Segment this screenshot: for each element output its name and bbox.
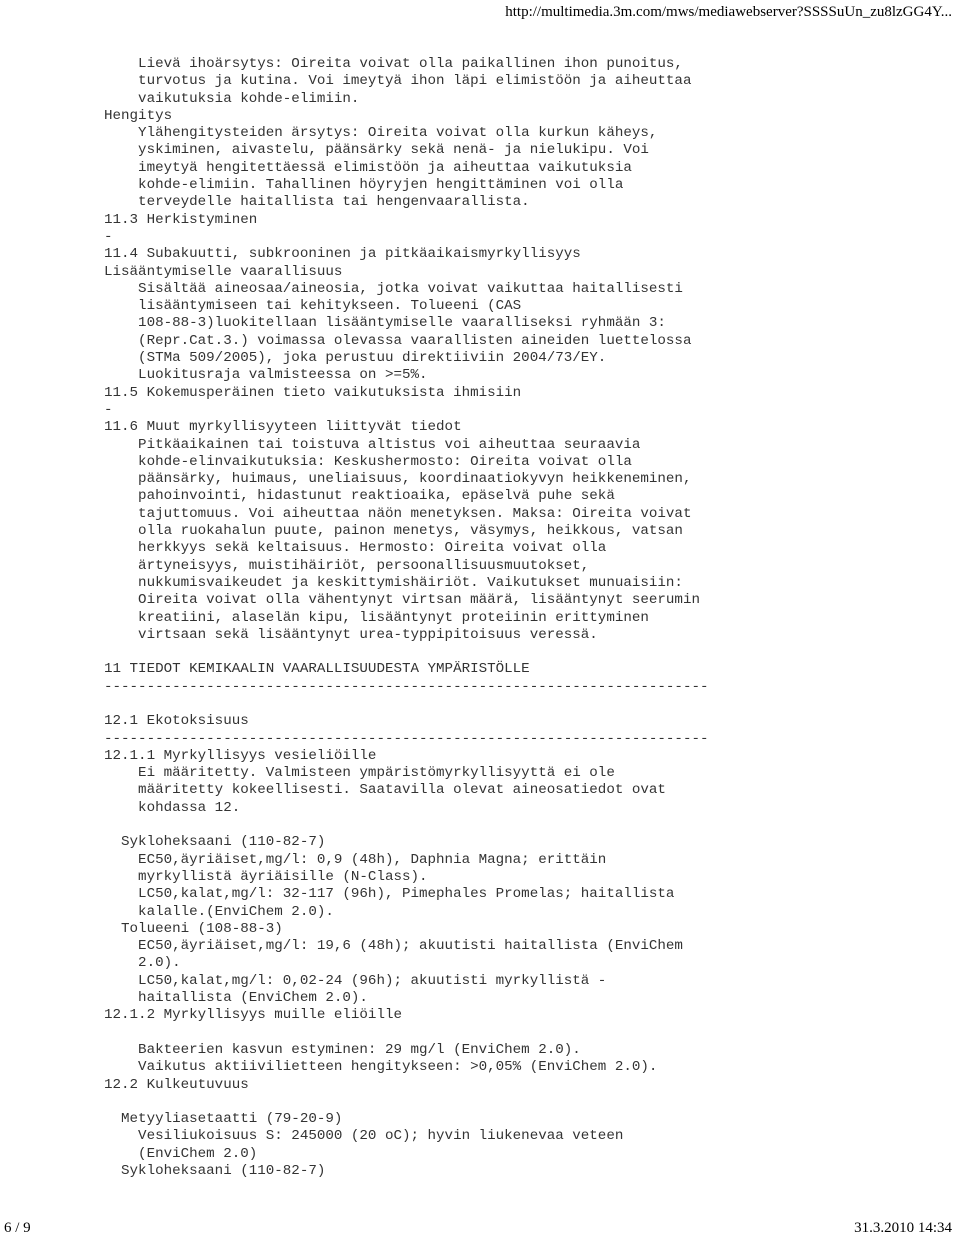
text-line: haitallista (EnviChem 2.0).: [104, 990, 368, 1007]
text-line: yskiminen, aivastelu, päänsärky sekä nenä- ja nielukipu. Voi: [104, 142, 649, 159]
text-line: kohde-elinvaikutuksia: Keskushermosto: Oireita voivat olla: [104, 453, 632, 470]
text-line: määritetty kokeellisesti. Saatavilla olevat aineosatiedot ovat: [104, 782, 666, 799]
text-line: 12.1.2 Myrkyllisyys muille eliöille: [104, 1007, 402, 1024]
text-line: 12.2 Kulkeutuvuus: [104, 1076, 249, 1093]
text-line: Sykloheksaani (110-82-7): [104, 1163, 326, 1179]
text-line: -----------------------------------------------------------------------: [104, 730, 709, 747]
text-line: päänsärky, huimaus, uneliaisuus, koordinaatiokyvyn heikkeneminen,: [104, 471, 692, 488]
text-line: -: [104, 228, 113, 245]
text-line: Bakteerien kasvun estyminen: 29 mg/l (EnviChem 2.0).: [104, 1041, 581, 1058]
text-line: Metyyliasetaatti (79-20-9): [104, 1111, 343, 1128]
blank-line: [104, 696, 944, 713]
text-line: olla ruokahalun puute, painon menetys, väsymys, heikkous, vatsan: [104, 523, 683, 540]
text-line: kohdassa 12.: [104, 799, 241, 816]
text-line: Ylähengitysteiden ärsytys: Oireita voivat olla kurkun käheys,: [104, 125, 658, 142]
text-line: 108-88-3)luokitellaan lisääntymiselle vaaralliseksi ryhmään 3:: [104, 315, 666, 332]
text-line: tajuttomuus. Voi aiheuttaa näön menetyksen. Maksa: Oireita voivat: [104, 505, 692, 522]
text-line: Vesiliukoisuus S: 245000 (20 oC); hyvin liukenevaa veteen: [104, 1128, 624, 1145]
text-line: myrkyllistä äyriäisille (N-Class).: [104, 868, 428, 885]
text-line: Tolueeni (108-88-3): [104, 920, 283, 937]
text-line: -: [104, 401, 113, 418]
text-line: Pitkäaikainen tai toistuva altistus voi aiheuttaa seuraavia: [104, 436, 641, 453]
text-line: Lievä ihoärsytys: Oireita voivat olla paikallinen ihon punoitus,: [104, 56, 683, 72]
text-line: lisääntymiseen tai kehitykseen. Tolueeni (CAS: [104, 298, 522, 315]
document-body: [104, 56, 944, 1180]
text-line: Sisältää aineosaa/aineosia, jotka voivat vaikuttaa haitallisesti: [104, 280, 683, 297]
text-line: (Repr.Cat.3.) voimassa olevassa vaarallisten aineiden luettelossa: [104, 332, 692, 349]
text-line: 12.1.1 Myrkyllisyys vesieliöille: [104, 747, 377, 764]
text-line: 11.5 Kokemusperäinen tieto vaikutuksista ihmisiin: [104, 384, 522, 401]
text-line: virtsaan sekä lisääntynyt urea-typpipitoisuus veressä.: [104, 626, 598, 643]
text-line: kalalle.(EnviChem 2.0).: [104, 903, 334, 920]
text-line: ärtyneisyys, muistihäiriöt, persoonallisuusmuutokset,: [104, 557, 590, 574]
text-line: terveydelle haitallista tai hengenvaarallista.: [104, 194, 530, 211]
text-line: (STMa 509/2005), joka perustuu direktiiviin 2004/73/EY.: [104, 350, 607, 367]
text-line: kreatiini, alaselän kipu, lisääntynyt proteiinin erittyminen: [104, 609, 649, 626]
text-line: 2.0).: [104, 955, 181, 972]
text-line: 11.6 Muut myrkyllisyyteen liittyvät tiedot: [104, 419, 462, 436]
text-line: Hengitys: [104, 107, 173, 124]
blank-line: [104, 817, 944, 834]
text-line: Lisääntymiselle vaarallisuus: [104, 263, 343, 280]
text-line: kohde-elimiin. Tahallinen höyryjen hengittäminen voi olla: [104, 177, 624, 194]
blank-line: [104, 1094, 944, 1111]
text-line: -----------------------------------------------------------------------: [104, 678, 709, 695]
text-line: 11 TIEDOT KEMIKAALIN VAARALLISUUDESTA YMPÄRISTÖLLE: [104, 661, 530, 678]
text-line: EC50,äyriäiset,mg/l: 0,9 (48h), Daphnia Magna; erittäin: [104, 851, 607, 868]
text-line: LC50,kalat,mg/l: 32-117 (96h), Pimephales Promelas; haitallista: [104, 886, 675, 903]
text-line: (EnviChem 2.0): [104, 1145, 258, 1162]
text-line: Ei määritetty. Valmisteen ympäristömyrkyllisyyttä ei ole: [104, 765, 615, 782]
text-line: 11.3 Herkistyminen: [104, 211, 258, 228]
blank-line: [104, 1025, 944, 1042]
text-line: LC50,kalat,mg/l: 0,02-24 (96h); akuutisti myrkyllistä -: [104, 972, 607, 989]
page-number: 6 / 9: [4, 1220, 31, 1236]
text-line: vaikutuksia kohde-elimiin.: [104, 90, 360, 107]
blank-line: [104, 644, 944, 661]
text-line: 11.4 Subakuutti, subkrooninen ja pitkäaikaismyrkyllisyys: [104, 246, 581, 263]
text-line: pahoinvointi, hidastunut reaktioaika, epäselvä puhe sekä: [104, 488, 615, 505]
text-line: herkkyys sekä keltaisuus. Hermosto: Oireita voivat olla: [104, 540, 607, 557]
text-line: EC50,äyriäiset,mg/l: 19,6 (48h); akuutisti haitallista (EnviChem: [104, 938, 683, 955]
text-line: Vaikutus aktiivilietteen hengitykseen: >0,05% (EnviChem 2.0).: [104, 1059, 658, 1076]
text-line: 12.1 Ekotoksisuus: [104, 713, 249, 730]
text-line: imeytyä hengitettäessä elimistöön ja aiheuttaa vaikutuksia: [104, 159, 632, 176]
text-line: Sykloheksaani (110-82-7): [104, 834, 326, 851]
text-line: turvotus ja kutina. Voi imeytyä ihon läpi elimistöön ja aiheuttaa: [104, 73, 692, 90]
text-line: Luokitusraja valmisteessa on >=5%.: [104, 367, 428, 384]
text-line: nukkumisvaikeudet ja keskittymishäiriöt. Vaikutukset munuaisiin:: [104, 574, 683, 591]
text-line: Oireita voivat olla vähentynyt virtsan määrä, lisääntynyt seerumin: [104, 592, 700, 609]
page-url: http://multimedia.3m.com/mws/mediawebserver?SSSSuUn_zu8lzGG4Y...: [505, 4, 952, 20]
print-datetime: 31.3.2010 14:34: [854, 1220, 952, 1236]
